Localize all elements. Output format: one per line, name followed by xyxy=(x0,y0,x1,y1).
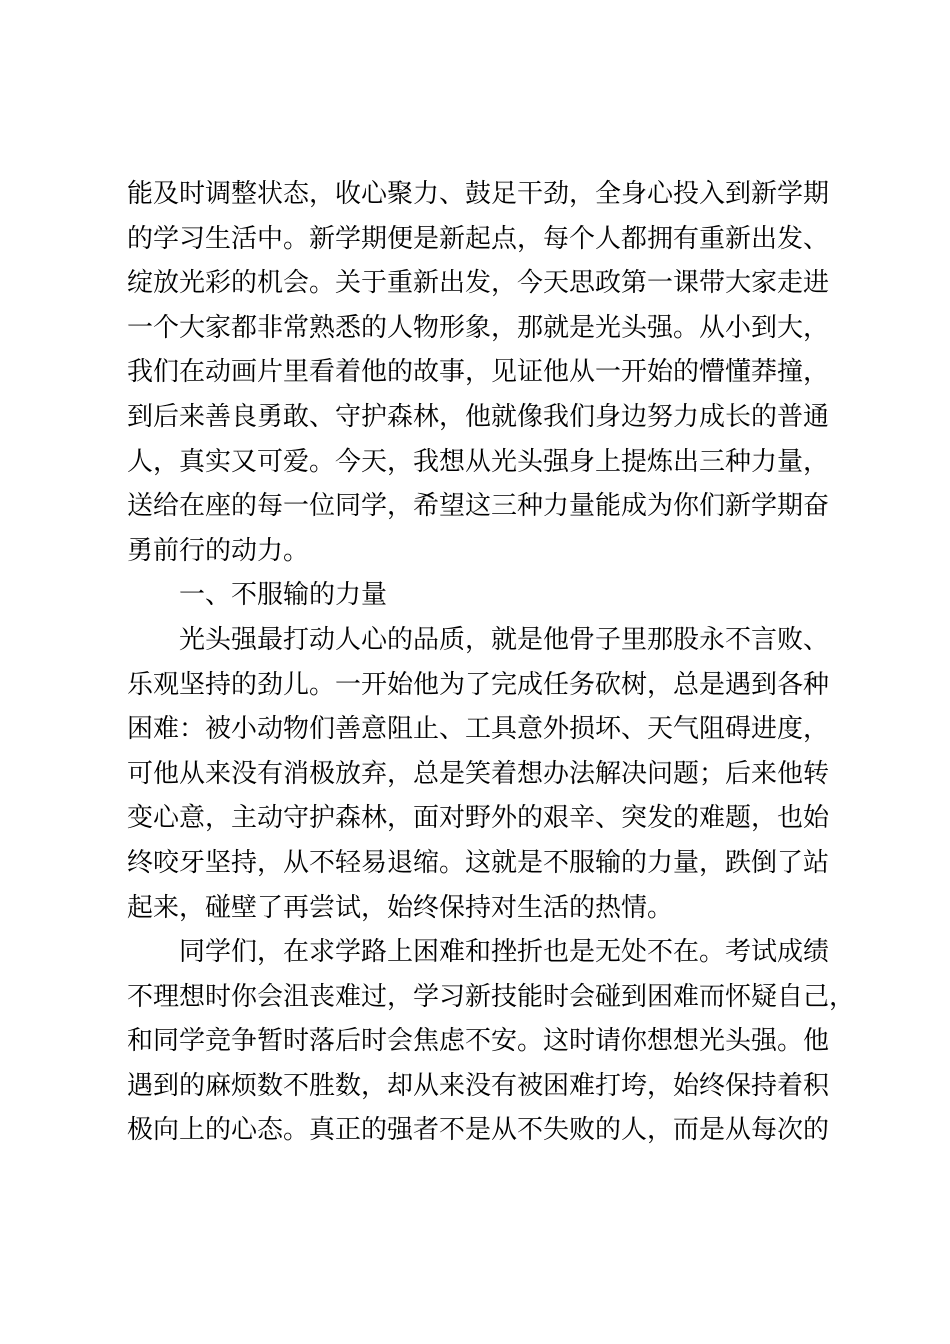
para1-line-3: 困难：被小动物们善意阻止、工具意外损坏、天气阻碍进度， xyxy=(127,714,830,745)
para1-line-1: 光头强最打动人心的品质，就是他骨子里那股永不言败、 xyxy=(179,624,830,655)
intro-line-4: 一个大家都非常熟悉的人物形象，那就是光头强。从小到大， xyxy=(127,312,830,343)
intro-line-9: 勇前行的动力。 xyxy=(127,535,310,566)
intro-line-7: 人，真实又可爱。今天，我想从光头强身上提炼出三种力量， xyxy=(127,446,830,477)
para1-line-6: 终咬牙坚持，从不轻易退缩。这就是不服输的力量，跌倒了站 xyxy=(127,847,830,878)
intro-line-8: 送给在座的每一位同学，希望这三种力量能成为你们新学期奋 xyxy=(127,491,830,522)
para2-line-1: 同学们，在求学路上困难和挫折也是无处不在。考试成绩 xyxy=(179,937,830,968)
intro-line-5: 我们在动画片里看着他的故事，见证他从一开始的懵懂莽撞， xyxy=(127,357,830,388)
intro-line-1: 能及时调整状态，收心聚力、鼓足干劲，全身心投入到新学期 xyxy=(127,179,830,209)
para1-line-4: 可他从来没有消极放弃，总是笑着想办法解决问题；后来他转 xyxy=(127,758,830,789)
para1-line-5: 变心意，主动守护森林，面对野外的艰辛、突发的难题，也始 xyxy=(127,803,830,834)
para2-line-4: 遇到的麻烦数不胜数，却从来没有被困难打垮，始终保持着积 xyxy=(127,1070,830,1101)
para2-line-3: 和同学竞争暂时落后时会焦虑不安。这时请你想想光头强。他 xyxy=(127,1026,830,1057)
document-body xyxy=(127,172,856,1153)
section-heading: 一、不服输的力量 xyxy=(179,580,388,611)
intro-line-2: 的学习生活中。新学期便是新起点，每个人都拥有重新出发、 xyxy=(127,223,830,254)
para1-line-7: 起来，碰壁了再尝试，始终保持对生活的热情。 xyxy=(127,892,674,923)
para2-line-2: 不理想时你会沮丧难过，学习新技能时会碰到困难而怀疑自己， xyxy=(127,981,856,1012)
para1-line-2: 乐观坚持的劲儿。一开始他为了完成任务砍树，总是遇到各种 xyxy=(127,669,830,700)
intro-line-3: 绽放光彩的机会。关于重新出发，今天思政第一课带大家走进 xyxy=(127,268,830,299)
intro-line-6: 到后来善良勇敢、守护森林，他就像我们身边努力成长的普通 xyxy=(127,401,830,432)
para2-line-5: 极向上的心态。真正的强者不是从不失败的人，而是从每次的 xyxy=(127,1115,830,1146)
